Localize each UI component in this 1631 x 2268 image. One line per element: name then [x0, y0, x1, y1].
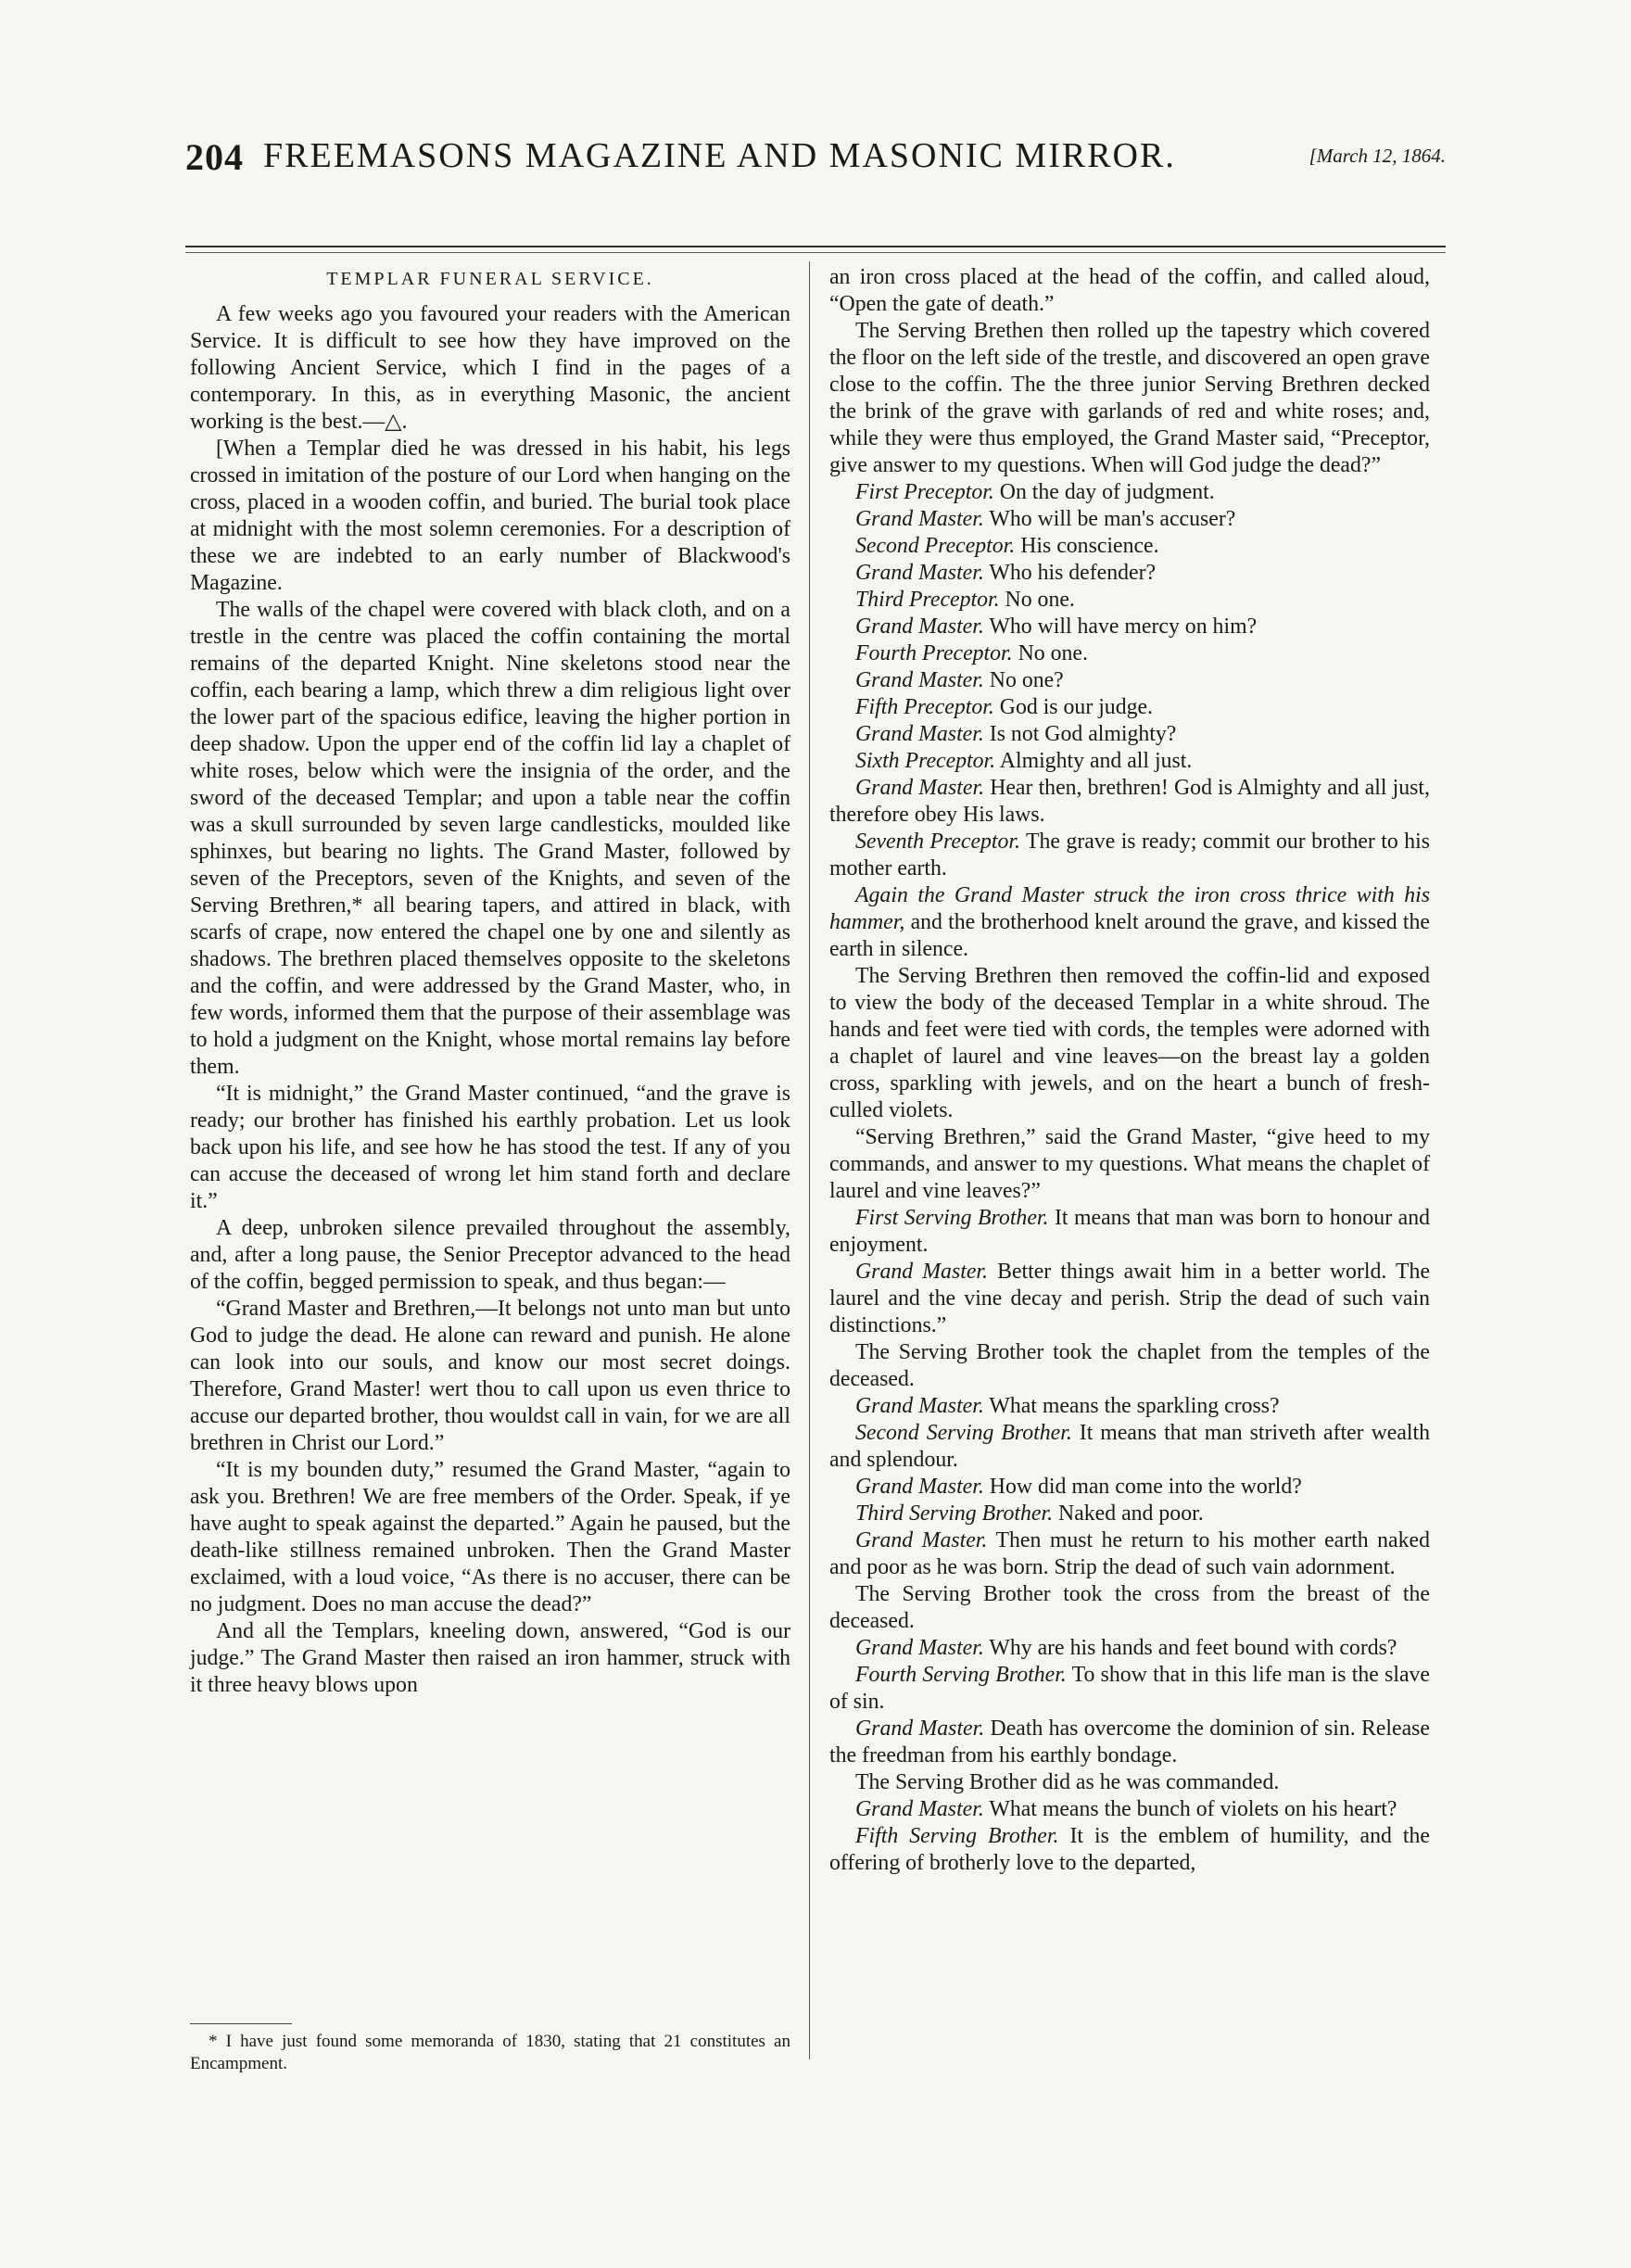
dialogue-line — [829, 506, 1430, 533]
dialogue-line — [829, 1796, 1430, 1823]
speech-text: It means that man striveth after wealth and splendour. — [829, 1421, 1431, 1472]
paragraph: The Serving Brethen then rolled up the tapestry which covered the floor on the left side of the trestle, and discovered an open grave close to the coffin. The the three junior Serving Brethren decked the brink of the grave with garlands of red and white roses; and, while they were thus employed, the Grand Master said, “Preceptor, give answer to my questions. When will God judge the dead?” — [829, 319, 1430, 477]
speaker-name: Grand Master. — [855, 1475, 984, 1499]
speech-text: Death has overcome the dominion of sin. Release the freedman from his earthly bondage. — [829, 1717, 1430, 1768]
speech-text: His conscience. — [1020, 534, 1159, 558]
column-divider — [809, 261, 810, 2059]
dialogue-line — [829, 1205, 1430, 1259]
stage-direction — [829, 882, 1430, 963]
speaker-name: Grand Master. — [855, 615, 984, 639]
speech-text: Who will be man's accuser? — [989, 507, 1236, 531]
page-number: 204 — [185, 136, 244, 178]
dialogue-line — [829, 1716, 1430, 1769]
speaker-name: Third Preceptor. — [855, 588, 1000, 612]
speaker-name: Seventh Preceptor. — [855, 830, 1020, 854]
paragraph: an iron cross placed at the head of the coffin, and called aloud, “Open the gate of death.” — [829, 265, 1430, 316]
dialogue-block — [829, 1205, 1430, 1877]
paragraph: “Grand Master and Brethren,—It belongs not unto man but unto God to judge the dead. He alone can reward and punish. He alone can look into our souls, and know our most secret doings. Therefore, Grand Master! wert thou to call upon us even thrice to accuse our departed brother, thou wouldst call in vain, for we are all brethren in Christ our Lord.” — [190, 1297, 790, 1455]
paragraph: The Serving Brethren then removed the coffin-lid and exposed to view the body of the deceased Templar in a white shroud. The hands and feet were tied with cords, the temples were adorned with a chaplet of laurel and vine leaves—on the breast lay a golden cross, sparkling with jewels, and on the heart a bunch of fresh-culled violets. — [829, 964, 1430, 1122]
dialogue-line — [829, 1474, 1430, 1501]
footnote — [190, 2031, 790, 2075]
speech-text: Hear then, brethren! God is Almighty and all just, therefore obey His laws. — [829, 776, 1430, 827]
dialogue-block — [829, 479, 1430, 882]
dialogue-line — [829, 1393, 1430, 1420]
speech-text: No one. — [1018, 641, 1088, 665]
stage-direction-text: and the brotherhood knelt around the grave, and kissed the earth in silence. — [829, 910, 1430, 961]
speaker-name: Fourth Preceptor. — [855, 641, 1013, 665]
speaker-name: Grand Master. — [855, 1797, 984, 1821]
dialogue-line — [829, 721, 1430, 748]
speech-text: No one? — [989, 668, 1064, 692]
speaker-name: Fourth Serving Brother. — [855, 1663, 1067, 1687]
dialogue-line — [829, 1769, 1430, 1796]
paragraph: “It is midnight,” the Grand Master continued, “and the grave is ready; our brother has finished his earthly probation. Let us look back upon his life, and see how he has stood the test. If any of you can accuse the deceased of wrong let him stand forth and declare it.” — [190, 1082, 790, 1213]
speech-text: The Serving Brother took the cross from the breast of the deceased. — [829, 1582, 1430, 1633]
speech-text: What means the bunch of violets on his heart? — [989, 1797, 1397, 1821]
speaker-name: Grand Master. — [855, 668, 984, 692]
dialogue-line — [829, 587, 1430, 614]
dialogue-line — [829, 694, 1430, 721]
publication-title: FREEMASONS MAGAZINE AND MASONIC MIRROR. — [263, 136, 1176, 175]
speech-text: The Serving Brother took the chaplet from the temples of the deceased. — [829, 1340, 1430, 1391]
speaker-name: Grand Master. — [855, 1717, 985, 1741]
speaker-name: Fifth Serving Brother. — [855, 1824, 1059, 1848]
paragraph: “It is my bounden duty,” resumed the Grand Master, “again to ask you. Brethren! We are free members of the Order. Speak, if ye have aught to speak against the departed.” Again he paused, but the death-like stillness remained unbroken. Then the Grand Master exclaimed, with a loud voice, “As there is no accuser, there can be no judgment. Does no man accuse the dead?” — [190, 1458, 790, 1616]
dialogue-line — [829, 829, 1430, 882]
speaker-name: Third Serving Brother. — [855, 1501, 1054, 1526]
speaker-name: Grand Master. — [855, 1394, 984, 1418]
speech-text: What means the sparkling cross? — [989, 1394, 1280, 1418]
paragraph: [When a Templar died he was dressed in his habit, his legs crossed in imitation of the posture of our Lord when hanging on the cross, placed in a wooden coffin, and buried. The burial took place at midnight with the most solemn ceremonies. For a description of these we are indebted to an early number of Blackwood's Magazine. — [190, 437, 790, 595]
dialogue-line — [829, 1501, 1430, 1527]
dialogue-line — [829, 667, 1430, 694]
dialogue-line — [829, 1420, 1430, 1474]
paragraph: “Serving Brethren,” said the Grand Master, “give heed to my commands, and answer to my questions. What means the chaplet of laurel and vine leaves?” — [829, 1125, 1430, 1203]
header-rule — [185, 246, 1446, 247]
right-column — [829, 264, 1430, 1877]
speaker-name: Grand Master. — [855, 1260, 988, 1284]
speech-text: It is the emblem of humility, and the offering of brotherly love to the departed, — [829, 1824, 1430, 1875]
speaker-name: First Serving Brother. — [855, 1206, 1049, 1230]
paragraph: The walls of the chapel were covered with black cloth, and on a trestle in the centre was placed the coffin containing the mortal remains of the departed Knight. Nine skeletons stood near the coffin, each bearing a lamp, which threw a dim religious light over the lower part of the spacious edifice, leaving the higher portion in deep shadow. Upon the upper end of the coffin lid lay a chaplet of white roses, below which were the insignia of the order, and the sword of the deceased Templar; and upon a table near the coffin was a skull surrounded by seven large candlesticks, moulded like sphinxes, but bearing no lights. The Grand Master, followed by seven of the Preceptors, seven of the Knights, and seven of the Serving Brethren,* all bearing tapers, and attired in black, with scarfs of crape, now entered the chapel one by one and silently as shadows. The brethren placed themselves opposite to the skeletons and the coffin, and were addressed by the Grand Master, who, in few words, informed them that the purpose of their assemblage was to hold a judgment on the Knight, whose mortal remains lay before them. — [190, 598, 790, 1079]
dialogue-line — [829, 614, 1430, 640]
speaker-name: First Preceptor. — [855, 480, 994, 504]
speech-text: Who his defender? — [989, 561, 1157, 585]
footnote-rule — [190, 2023, 292, 2024]
speaker-name: Grand Master. — [855, 1636, 984, 1660]
speech-text: Is not God almighty? — [989, 722, 1177, 746]
speaker-name: Grand Master. — [855, 507, 984, 531]
speech-text: No one. — [1005, 588, 1075, 612]
speech-text: On the day of judgment. — [999, 480, 1215, 504]
dialogue-line — [829, 1635, 1430, 1662]
speech-text: Who will have mercy on him? — [989, 615, 1258, 639]
header-rule-thin — [185, 252, 1446, 253]
dialogue-line — [829, 479, 1430, 506]
speaker-name: Fifth Preceptor. — [855, 695, 994, 719]
paragraph: A few weeks ago you favoured your readers with the American Service. It is difficult to see how they have improved on the following Ancient Service, which I find in the pages of a contemporary. In this, as in everything Masonic, the ancient working is the best.—△. — [190, 302, 790, 434]
footnote-text: * I have just found some memoranda of 1830, stating that 21 constitutes an Encampment. — [190, 2032, 790, 2073]
speaker-name: Sixth Preceptor. — [855, 749, 996, 773]
dialogue-line — [829, 533, 1430, 560]
stage-direction-italic: Again the Grand Master struck the iron cross thrice with his hammer, — [829, 883, 1430, 934]
article-heading: TEMPLAR FUNERAL SERVICE. — [326, 269, 654, 289]
speech-text: It means that man was born to honour and enjoyment. — [829, 1206, 1430, 1257]
dialogue-line — [829, 748, 1430, 775]
dialogue-line — [829, 1823, 1430, 1877]
speaker-name: Grand Master. — [855, 776, 985, 800]
dialogue-line — [829, 775, 1430, 829]
speech-text: God is our judge. — [999, 695, 1154, 719]
left-column — [190, 264, 790, 1699]
speech-text: Naked and poor. — [1058, 1501, 1204, 1526]
dialogue-line — [829, 1527, 1430, 1581]
dialogue-line — [829, 1339, 1430, 1393]
dialogue-line — [829, 1259, 1430, 1339]
speech-text: The Serving Brother did as he was commanded. — [855, 1770, 1280, 1794]
page-header — [185, 128, 1446, 184]
speech-text: Better things await him in a better world. The laurel and the vine decay and perish. Strip the dead of such vain distinctions.” — [829, 1260, 1431, 1337]
paragraph: And all the Templars, kneeling down, answered, “God is our judge.” The Grand Master then raised an iron hammer, struck with it three heavy blows upon — [190, 1619, 790, 1697]
issue-date: [March 12, 1864. — [1309, 145, 1446, 167]
speech-text: To show that in this life man is the slave of sin. — [829, 1663, 1430, 1714]
dialogue-line — [829, 1581, 1430, 1635]
speech-text: Almighty and all just. — [999, 749, 1193, 773]
speech-text: The grave is ready; commit our brother to his mother earth. — [829, 830, 1430, 881]
speech-text: How did man come into the world? — [989, 1475, 1302, 1499]
dialogue-line — [829, 1662, 1430, 1716]
speaker-name: Second Preceptor. — [855, 534, 1016, 558]
speaker-name: Grand Master. — [855, 722, 984, 746]
dialogue-line — [829, 640, 1430, 667]
speaker-name: Grand Master. — [855, 1528, 988, 1552]
speaker-name: Grand Master. — [855, 561, 984, 585]
speech-text: Why are his hands and feet bound with cords? — [989, 1636, 1397, 1660]
speech-text: Then must he return to his mother earth naked and poor as he was born. Strip the dead of such vain adornment. — [829, 1528, 1430, 1579]
speaker-name: Second Serving Brother. — [855, 1421, 1072, 1445]
paragraph: A deep, unbroken silence prevailed throughout the assembly, and, after a long pause, the Senior Preceptor advanced to the head of the coffin, begged permission to speak, and thus began:— — [190, 1216, 790, 1294]
dialogue-line — [829, 560, 1430, 587]
